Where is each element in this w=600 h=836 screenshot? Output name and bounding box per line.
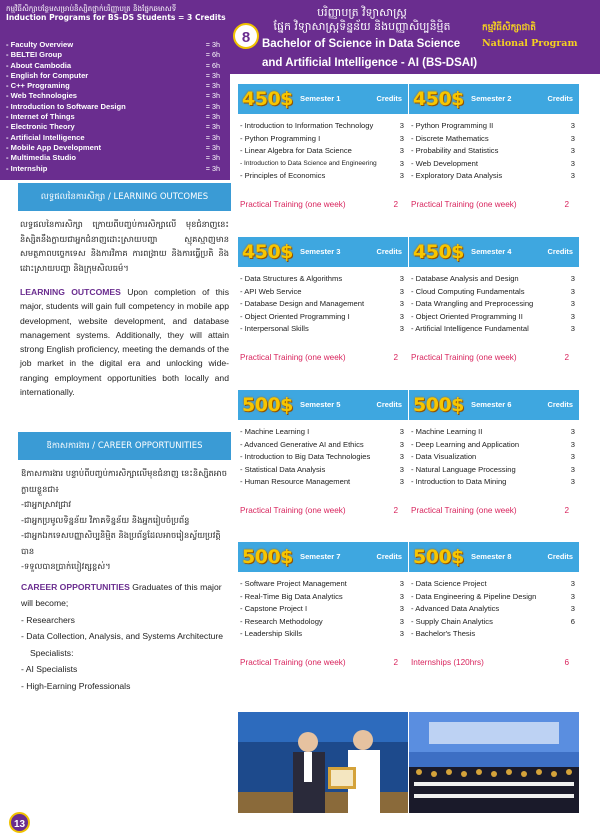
semester-course-row <box>411 628 575 641</box>
semester-course-row <box>240 603 404 616</box>
semester-course-credits: 3 <box>570 121 575 130</box>
semester-header <box>409 390 579 420</box>
semester-course-title: - Advanced Generative AI and Ethics <box>240 439 364 449</box>
induction-course-hours: = 3h <box>205 163 220 173</box>
semester-practical-credits: 2 <box>564 353 569 362</box>
induction-course-hours: = 3h <box>205 122 220 132</box>
semester-course-row <box>411 120 575 133</box>
semester-course-row <box>240 120 404 133</box>
semester-practical-label: Practical Training (one week) <box>411 353 517 362</box>
semester-course-credits: 3 <box>399 604 404 614</box>
page-number: 13 <box>9 812 30 833</box>
semester-card-6 <box>409 390 579 528</box>
career-lead-rest: Graduates of this major will become; <box>21 581 222 608</box>
semester-practical-row <box>411 658 569 680</box>
semester-course-credits: 3 <box>570 274 575 283</box>
semester-course-title: - Real-Time Big Data Analytics <box>240 591 343 601</box>
induction-course-hours: = 6h <box>205 60 220 70</box>
induction-program-box <box>0 0 230 180</box>
semester-course-credits: 3 <box>570 464 575 474</box>
semester-course-credits <box>565 628 575 641</box>
induction-course-row <box>6 153 220 163</box>
semester-credits-label: Credits <box>376 94 402 103</box>
semester-course-title: - Interpersonal Skills <box>240 324 309 334</box>
semester-course-credits: 3 <box>570 311 575 321</box>
semester-course-title: - Artificial Intelligence Fundamental <box>411 324 529 334</box>
semester-course-title: - Bachelor's Thesis <box>411 629 476 639</box>
semester-course-credits: 3 <box>570 604 575 614</box>
semester-course-credits: 3 <box>399 464 404 474</box>
national-program-kh: កម្មវិធីសិក្សាជាតិ <box>482 23 536 33</box>
semester-practical-row <box>240 353 398 375</box>
induction-course-hours: = 3h <box>205 101 220 111</box>
semester-card-1 <box>238 84 408 222</box>
induction-course-row <box>6 112 220 122</box>
semester-practical-credits: 2 <box>393 200 398 209</box>
semester-price: 500$ <box>413 394 464 416</box>
semester-price: 450$ <box>242 88 293 110</box>
semester-course-row <box>240 273 404 286</box>
career-kh-item: -ជាអ្នកប្រមូលទិន្នន័យ វិភាគទិន្នន័យ និងអ្នករៀបចំប្រព័ន្ធ <box>21 514 190 525</box>
semester-practical-row <box>411 506 569 528</box>
semester-course-credits: 3 <box>570 477 575 487</box>
semester-course-title: - Machine Learning II <box>411 427 483 436</box>
semester-practical-label: Practical Training (one week) <box>240 200 346 209</box>
semester-price: 450$ <box>242 241 293 263</box>
program-title-en <box>262 35 482 73</box>
semester-course-row <box>411 476 575 489</box>
career-en-item: - High-Earning Professionals <box>21 680 131 691</box>
semester-course-title: - Introduction to Information Technology <box>240 121 374 130</box>
induction-course-name: - BELTEI Group <box>6 50 62 60</box>
graduation-photo-ceremony-image <box>409 712 579 813</box>
semester-practical-row <box>411 353 569 375</box>
induction-course-name: - Multimedia Studio <box>6 153 77 163</box>
semester-course-row <box>411 158 575 171</box>
induction-title-en: Induction Programs for BS-DS Students = 3 Credits <box>6 12 226 22</box>
graduation-photo-award <box>238 712 408 813</box>
semester-course-list <box>238 267 408 336</box>
semester-course-title: - Machine Learning I <box>240 427 310 436</box>
semester-course-credits: 3 <box>399 133 404 143</box>
semester-course-title: - Python Programming II <box>411 121 494 130</box>
semester-course-row <box>411 170 575 183</box>
induction-course-hours: = 3h <box>205 81 220 91</box>
semester-course-title: - Discrete Mathematics <box>411 133 489 143</box>
semester-course-row <box>240 286 404 299</box>
semester-card-2 <box>409 84 579 222</box>
semester-course-list <box>409 114 579 183</box>
semester-course-title: - Leadership Skills <box>240 629 303 639</box>
program-title-kh-line1: បរិញ្ញាបត្រ វិទ្យាសាស្ត្រ <box>317 6 407 19</box>
semester-course-row <box>411 298 575 311</box>
semester-credits-label: Credits <box>376 552 402 561</box>
semester-course-title: - Exploratory Data Analysis <box>411 171 503 181</box>
semester-price: 500$ <box>242 394 293 416</box>
semester-name: Semester 8 <box>471 552 512 561</box>
semester-course-row <box>240 426 404 439</box>
semester-practical-label: Practical Training (one week) <box>411 200 517 209</box>
semester-course-title: - Supply Chain Analytics <box>411 616 493 626</box>
semester-course-credits: 3 <box>570 286 575 296</box>
induction-course-list <box>6 40 220 174</box>
semester-course-credits: 3 <box>570 579 575 588</box>
semester-course-credits: 3 <box>399 286 404 296</box>
semester-card-4 <box>409 237 579 375</box>
semester-header <box>409 542 579 572</box>
semester-header <box>409 84 579 114</box>
semester-course-credits: 3 <box>399 324 404 334</box>
induction-course-name: - Internet of Things <box>6 112 75 122</box>
semester-name: Semester 1 <box>300 94 341 103</box>
semester-price: 500$ <box>242 546 293 568</box>
semester-course-credits: 3 <box>570 324 575 334</box>
semester-course-row <box>411 311 575 324</box>
semester-course-title: - Data Structures & Algorithms <box>240 274 343 283</box>
learning-outcomes-panel <box>18 183 231 423</box>
induction-course-row <box>6 81 220 91</box>
semester-course-credits: 3 <box>399 311 404 321</box>
semester-price: 450$ <box>413 88 464 110</box>
semester-practical-row <box>240 200 398 222</box>
semester-course-title: - Web Development <box>411 158 478 168</box>
semester-course-credits: 3 <box>399 629 404 639</box>
semester-course-title: - Human Resource Management <box>240 477 351 487</box>
semester-practical-credits: 2 <box>564 200 569 209</box>
semester-practical-row <box>411 200 569 222</box>
semester-course-title: - Object Oriented Programming II <box>411 311 523 321</box>
semester-course-list <box>409 420 579 489</box>
semester-name: Semester 5 <box>300 400 341 409</box>
semester-course-row <box>411 439 575 452</box>
semester-course-list <box>409 572 579 641</box>
semester-name: Semester 7 <box>300 552 341 561</box>
semester-course-row <box>411 464 575 477</box>
semester-course-row <box>411 426 575 439</box>
semester-course-title: - Object Oriented Programming I <box>240 311 350 321</box>
semester-course-credits: 3 <box>570 146 575 156</box>
induction-course-hours: = 6h <box>205 50 220 60</box>
semester-course-row <box>240 591 404 604</box>
semester-course-credits: 3 <box>399 171 404 181</box>
semester-course-row <box>411 145 575 158</box>
induction-course-row <box>6 50 220 60</box>
induction-course-row <box>6 164 220 174</box>
induction-title-kh: កម្មវិធីសិក្សាបន្ថែមសម្រាប់និស្សិតថ្នាក់បរិញ្ញាបត្រ និងផ្នែកឆមាសទី <box>6 4 177 13</box>
semester-header <box>409 237 579 267</box>
semester-practical-credits: 2 <box>393 353 398 362</box>
semester-course-credits: 3 <box>399 477 404 487</box>
semester-header <box>238 542 408 572</box>
semester-course-title: - API Web Service <box>240 286 302 296</box>
national-program-en: National Program <box>482 38 578 49</box>
semester-course-credits: 3 <box>570 427 575 436</box>
induction-course-name: - About Cambodia <box>6 60 72 70</box>
induction-title <box>0 0 230 22</box>
semester-course-row <box>240 464 404 477</box>
semester-course-title: - Data Visualization <box>411 452 477 462</box>
semester-header <box>238 237 408 267</box>
semester-course-title: - Principles of Economics <box>240 171 326 181</box>
semester-price: 450$ <box>413 241 464 263</box>
semester-course-credits: 6 <box>570 616 575 626</box>
induction-course-name: - Introduction to Software Design <box>6 101 126 111</box>
semester-course-row <box>240 476 404 489</box>
learning-outcomes-en <box>18 275 231 399</box>
semester-course-row <box>411 286 575 299</box>
induction-course-hours: = 3h <box>205 153 220 163</box>
semester-course-row <box>240 323 404 336</box>
career-opportunities-heading: ឱកាសការងារ / CAREER OPPORTUNITIES <box>18 432 231 460</box>
induction-course-name: - Electronic Theory <box>6 122 75 132</box>
semester-card-5 <box>238 390 408 528</box>
semester-course-credits: 3 <box>570 452 575 462</box>
career-kh-item: -ទទួលបានប្រាក់បៀវត្សខ្ពស់។ <box>21 561 111 571</box>
semester-course-title: - Database Design and Management <box>240 299 365 309</box>
semester-course-title: - Natural Language Processing <box>411 464 516 474</box>
semester-course-title: - Probability and Statistics <box>411 146 499 156</box>
semester-header <box>238 390 408 420</box>
career-en-item: Specialists: <box>30 647 74 658</box>
program-number-badge: 8 <box>233 23 259 49</box>
semester-card-3 <box>238 237 408 375</box>
semester-course-title: - Statistical Data Analysis <box>240 464 326 474</box>
career-lead: CAREER OPPORTUNITIES <box>21 581 130 592</box>
semester-course-title: - Data Engineering & Pipeline Design <box>411 591 537 601</box>
semester-course-credits: 3 <box>399 158 404 168</box>
semester-course-title: - Database Analysis and Design <box>411 274 519 283</box>
semester-credits-label: Credits <box>547 552 573 561</box>
semester-course-credits: 3 <box>399 591 404 601</box>
semester-course-list <box>238 420 408 489</box>
semester-practical-label: Practical Training (one week) <box>411 506 517 515</box>
induction-course-name: - Internship <box>6 163 48 173</box>
semester-course-credits: 3 <box>570 299 575 309</box>
induction-course-row <box>6 61 220 71</box>
semester-course-row <box>240 311 404 324</box>
learning-outcomes-text: Upon completion of this major, students will gain full competency in mobile app development, website development, and database management systems. Additionally, they will attain strong English proficiency, meeting the demands of the job market in the digital era and unlocking wide-ranging employment opportunities both locally and internationally. <box>20 287 230 398</box>
induction-course-name: - Artificial Intelligence <box>6 132 85 142</box>
semester-practical-credits: 2 <box>393 658 398 667</box>
semester-practical-row <box>240 506 398 528</box>
learning-outcomes-kh: លទ្ធផលនៃការសិក្សា ក្រោយពីបញ្ចប់ការសិក្សាលើ មុខជំនាញនេះនិស្សិតនឹងក្លាយជាអ្នកជំនាញដោះស្រាយបញ្ហា ស្មុគស្មាញមានសមត្ថភាពបច្ចេកទេស និងការវិភាគ ការពង្រាយ និងការធ្វើប្រតិ និងដោះស្រាយបញ្ហា និងក្រុមសិលធម៌។ <box>20 219 229 273</box>
semester-course-credits: 3 <box>570 439 575 449</box>
semester-course-row <box>240 616 404 629</box>
semester-name: Semester 6 <box>471 400 512 409</box>
semester-course-title: - Advanced Data Analytics <box>411 604 500 614</box>
semester-header <box>238 84 408 114</box>
semester-course-row <box>240 133 404 146</box>
semester-card-7 <box>238 542 408 680</box>
semester-name: Semester 2 <box>471 94 512 103</box>
semester-course-title: - Software Project Management <box>240 579 347 588</box>
semester-course-credits: 3 <box>570 171 575 181</box>
learning-outcomes-heading: លទ្ធផលនៃការសិក្សា / LEARNING OUTCOMES <box>18 183 231 211</box>
induction-course-hours: = 3h <box>205 112 220 122</box>
semester-course-row <box>411 323 575 336</box>
semester-practical-label: Internships (120hrs) <box>411 658 484 667</box>
graduation-photo-award-image <box>238 712 408 813</box>
semester-course-credits: 3 <box>399 299 404 309</box>
semester-practical-credits: 6 <box>564 658 569 667</box>
program-title-en-line2: and Artificial Intelligence - AI (BS-DSAI) <box>262 57 478 69</box>
semester-course-credits: 3 <box>570 133 575 143</box>
semester-course-row <box>240 439 404 452</box>
semester-course-credits: 3 <box>570 158 575 168</box>
semester-practical-label: Practical Training (one week) <box>240 353 346 362</box>
career-kh <box>18 460 231 575</box>
induction-course-name: - Mobile App Development <box>6 142 102 152</box>
semester-course-title: - Python Programming I <box>240 133 321 143</box>
semester-course-list <box>409 267 579 336</box>
semester-course-credits: 3 <box>399 274 404 283</box>
semester-course-credits: 3 <box>570 591 575 601</box>
career-kh-intro: ឱកាសការងារ បន្ទាប់ពីបញ្ចប់ការសិក្សាលើមុខជំនាញ នេះនិស្សិតអាចក្លាយខ្លួនជា៖ <box>21 468 227 494</box>
semester-course-list <box>238 114 408 183</box>
semester-course-credits: 3 <box>399 439 404 449</box>
semester-course-title: - Capstone Project I <box>240 604 308 614</box>
semester-course-title: - Introduction to Data Mining <box>411 477 507 487</box>
semester-price: 500$ <box>413 546 464 568</box>
semester-course-credits: 3 <box>399 121 404 130</box>
semester-course-credits: 3 <box>399 579 404 588</box>
induction-course-row <box>6 122 220 132</box>
induction-course-row <box>6 91 220 101</box>
induction-course-hours: = 3h <box>205 91 220 101</box>
induction-course-hours: = 3h <box>205 70 220 80</box>
induction-course-name: - C++ Programing <box>6 81 70 91</box>
career-kh-item: -ជាអ្នកឯកទេសបញ្ញាសិប្បនិម្មិត និងប្រព័ន្ធដែលអាចរៀនស្វ័យប្រវត្តិបាន <box>21 530 221 556</box>
induction-course-row <box>6 143 220 153</box>
semester-practical-label: Practical Training (one week) <box>240 506 346 515</box>
semester-course-title: - Data Science Project <box>411 579 487 588</box>
semester-course-title: - Cloud Computing Fundamentals <box>411 286 525 296</box>
semester-credits-label: Credits <box>376 400 402 409</box>
semester-course-title: - Introduction to Data Science and Engineering <box>240 159 377 167</box>
induction-course-hours: = 3h <box>205 40 220 49</box>
semester-course-row <box>411 451 575 464</box>
induction-course-row <box>6 102 220 112</box>
semester-course-credits: 3 <box>399 427 404 436</box>
career-kh-item: -ជាអ្នកស្រាវជ្រាវ <box>21 499 72 509</box>
semester-course-row <box>411 603 575 616</box>
program-title-kh-line2: ផ្នែក វិទ្យាសាស្ត្រទិន្នន័យ និងបញ្ញាសិប្បនិម្មិត <box>273 20 451 33</box>
semester-course-title: - Research Methodology <box>240 616 323 626</box>
semester-course-row <box>411 616 575 629</box>
career-en-item: - Data Collection, Analysis, and Systems Architecture <box>21 631 224 641</box>
semester-credits-label: Credits <box>376 247 402 256</box>
induction-course-row <box>6 71 220 81</box>
semester-name: Semester 3 <box>300 247 341 256</box>
semester-credits-label: Credits <box>547 94 573 103</box>
graduation-photo-ceremony <box>409 712 579 813</box>
semester-course-row <box>240 628 404 641</box>
semester-course-title: - Linear Algebra for Data Science <box>240 146 352 156</box>
semester-credits-label: Credits <box>547 247 573 256</box>
semester-course-row <box>411 133 575 146</box>
semester-course-row <box>240 145 404 158</box>
induction-course-row <box>6 133 220 143</box>
semester-name: Semester 4 <box>471 247 512 256</box>
semester-course-row <box>411 273 575 286</box>
induction-course-hours: = 3h <box>205 142 220 152</box>
semester-course-row <box>240 578 404 591</box>
program-title-en-line1: Bachelor of Science in Data Science <box>262 38 461 50</box>
semester-course-row <box>240 170 404 183</box>
semester-course-credits: 3 <box>399 452 404 462</box>
induction-course-name: - English for Computer <box>6 70 89 80</box>
semester-course-row <box>240 451 404 464</box>
career-en <box>18 575 231 695</box>
career-en-item: - Researchers <box>21 614 75 625</box>
semester-course-title: - Introduction to Big Data Technologies <box>240 452 371 462</box>
semester-card-8 <box>409 542 579 680</box>
semester-course-title: - Data Wrangling and Preprocessing <box>411 299 534 309</box>
semester-course-row <box>411 578 575 591</box>
semester-practical-row <box>240 658 398 680</box>
semester-course-row <box>240 298 404 311</box>
induction-course-name: - Web Technologies <box>6 91 78 101</box>
semester-course-row <box>411 591 575 604</box>
semester-course-title: - Deep Learning and Application <box>411 439 520 449</box>
learning-outcomes-lead: LEARNING OUTCOMES <box>20 287 121 297</box>
semester-course-row <box>240 158 404 171</box>
induction-course-row <box>6 40 220 50</box>
semester-course-credits: 3 <box>399 616 404 626</box>
semester-course-list <box>238 572 408 641</box>
career-opportunities-panel <box>18 432 231 737</box>
semester-credits-label: Credits <box>547 400 573 409</box>
semester-practical-label: Practical Training (one week) <box>240 658 346 667</box>
career-en-item: - AI Specialists <box>21 664 78 674</box>
semester-course-credits: 3 <box>399 146 404 156</box>
program-title-kh <box>262 6 462 34</box>
induction-course-hours: = 3h <box>205 132 220 142</box>
semester-practical-credits: 2 <box>393 506 398 515</box>
induction-course-name: - Faculty Overview <box>6 40 74 49</box>
semester-practical-credits: 2 <box>564 506 569 515</box>
